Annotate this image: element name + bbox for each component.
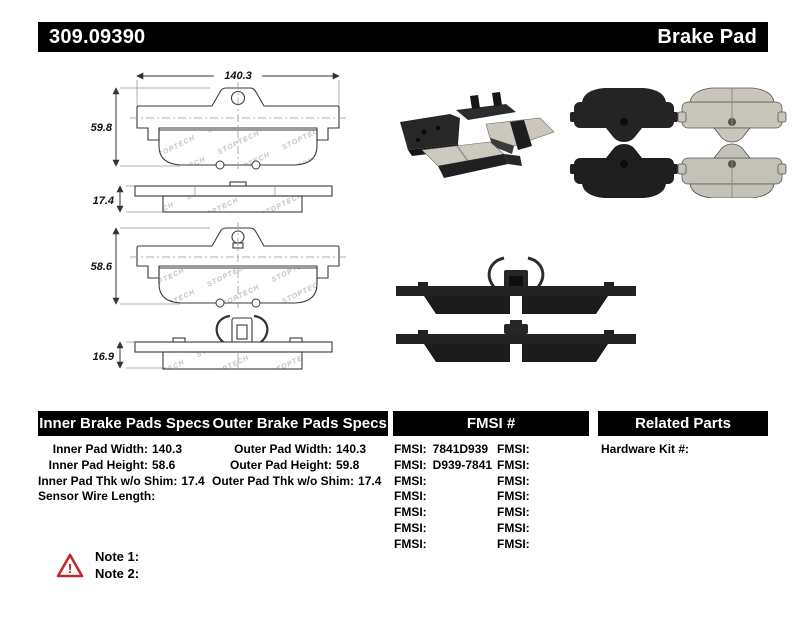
sensor-pin bbox=[470, 95, 480, 109]
dim-inner-height: 58.6 bbox=[90, 261, 112, 273]
fmsi-column-1 bbox=[394, 442, 494, 553]
spec-label: Inner Pad Thk w/o Shim: bbox=[38, 473, 178, 488]
inner-pad-side-drawing bbox=[40, 312, 385, 374]
side-friction bbox=[163, 196, 302, 212]
fmsi-row bbox=[394, 489, 494, 505]
warning-icon bbox=[56, 553, 84, 579]
spec-row bbox=[212, 458, 376, 474]
fmsi-row bbox=[497, 489, 587, 505]
part-number: 309.09390 bbox=[49, 25, 146, 48]
fmsi-row bbox=[497, 442, 587, 458]
dim-outer-width: 140.3 bbox=[224, 70, 252, 82]
dim-inner-thickness: 16.9 bbox=[92, 351, 114, 363]
backing-plate bbox=[396, 286, 636, 296]
fmsi-label: FMSI: bbox=[394, 457, 427, 472]
spec-row bbox=[38, 458, 192, 474]
outer-pad-front-drawing bbox=[40, 66, 385, 170]
related-parts-header-bar bbox=[598, 411, 768, 436]
fmsi-column-2 bbox=[497, 442, 587, 553]
fmsi-header-bar bbox=[393, 411, 589, 436]
fmsi-label: FMSI: bbox=[394, 473, 427, 488]
spec-label: Outer Pad Height: bbox=[229, 457, 332, 472]
inner-specs-column bbox=[38, 442, 205, 505]
note-row bbox=[95, 549, 145, 566]
related-parts-header: Related Parts bbox=[635, 415, 731, 432]
side-friction bbox=[163, 352, 302, 369]
fmsi-row bbox=[394, 521, 494, 537]
spec-row bbox=[38, 473, 205, 490]
inner-specs-header: Inner Brake Pads Specs bbox=[39, 415, 211, 432]
fmsi-row bbox=[497, 537, 587, 553]
fmsi-row bbox=[394, 458, 494, 474]
spec-value bbox=[159, 489, 192, 505]
fmsi-header: FMSI # bbox=[466, 415, 516, 432]
fmsi-label: FMSI: bbox=[394, 520, 427, 535]
dim-outer-thickness: 17.4 bbox=[92, 195, 114, 207]
wear-sensor-wire bbox=[217, 316, 230, 344]
photo-side-with-clip bbox=[388, 252, 644, 316]
related-label: Hardware Kit #: bbox=[601, 442, 690, 456]
spec-row bbox=[38, 442, 192, 458]
fmsi-row bbox=[497, 505, 587, 521]
header-bar bbox=[38, 22, 768, 52]
outer-specs-column bbox=[212, 442, 382, 489]
dim-outer-height: 59.8 bbox=[90, 122, 112, 134]
spec-value: 140.3 bbox=[152, 442, 183, 456]
fmsi-row bbox=[394, 442, 494, 458]
fmsi-label: FMSI: bbox=[497, 536, 530, 551]
wear-sensor-wire bbox=[254, 316, 267, 344]
note-label: Note 2: bbox=[95, 565, 140, 581]
inner-pad-front-drawing bbox=[40, 220, 385, 310]
photo-pads-set bbox=[562, 86, 788, 198]
side-backing-plate bbox=[135, 186, 332, 196]
spec-label: Outer Pad Width: bbox=[234, 442, 332, 456]
fmsi-label: FMSI: bbox=[497, 505, 530, 520]
fmsi-row bbox=[497, 458, 587, 474]
note-row bbox=[95, 566, 145, 583]
fmsi-label: FMSI: bbox=[394, 442, 427, 456]
spec-value: 140.3 bbox=[336, 442, 367, 456]
spec-label: Outer Pad Thk w/o Shim: bbox=[212, 473, 355, 488]
specs-header-bar bbox=[38, 411, 388, 436]
svg-text:!: ! bbox=[67, 561, 73, 576]
spec-row bbox=[38, 489, 192, 505]
fmsi-label: FMSI: bbox=[394, 505, 427, 520]
photo-side-plain bbox=[388, 316, 644, 374]
related-parts-column bbox=[601, 442, 767, 458]
fmsi-label: FMSI: bbox=[394, 536, 427, 551]
outer-pad-side-drawing bbox=[40, 176, 385, 216]
outer-specs-header: Outer Brake Pads Specs bbox=[212, 415, 387, 432]
fmsi-value: 7841D939 bbox=[432, 442, 489, 456]
fmsi-label: FMSI: bbox=[497, 457, 530, 472]
notes-block bbox=[95, 549, 145, 582]
fmsi-row bbox=[497, 474, 587, 490]
spec-value: 59.8 bbox=[336, 457, 360, 472]
spec-value: 58.6 bbox=[152, 457, 176, 472]
page-title: Brake Pad bbox=[657, 25, 757, 48]
spec-label: Sensor Wire Length: bbox=[38, 489, 156, 504]
fmsi-label: FMSI: bbox=[497, 520, 530, 535]
backing-plate bbox=[396, 334, 636, 344]
fmsi-row bbox=[394, 505, 494, 521]
fmsi-row bbox=[394, 537, 494, 553]
fmsi-label: FMSI: bbox=[497, 489, 530, 504]
spec-value: 17.4 bbox=[358, 473, 382, 488]
fmsi-label: FMSI: bbox=[497, 442, 530, 456]
sensor-pin bbox=[492, 92, 502, 106]
pad-back bbox=[570, 144, 678, 198]
fmsi-value: D939-7841 bbox=[432, 457, 493, 472]
fmsi-label: FMSI: bbox=[394, 489, 427, 504]
photo-pads-angled bbox=[394, 88, 562, 196]
fmsi-row bbox=[394, 474, 494, 490]
side-backing-plate bbox=[135, 342, 332, 352]
note-label: Note 1: bbox=[95, 549, 140, 564]
spec-label: Inner Pad Height: bbox=[48, 457, 148, 472]
pad-back bbox=[570, 88, 678, 142]
spec-value: 17.4 bbox=[181, 473, 205, 488]
spec-row bbox=[212, 473, 382, 490]
hardware-bracket bbox=[456, 104, 516, 120]
spec-row bbox=[212, 442, 376, 458]
fmsi-row bbox=[497, 521, 587, 537]
related-row bbox=[601, 442, 767, 458]
fmsi-label: FMSI: bbox=[497, 473, 530, 488]
spec-label: Inner Pad Width: bbox=[52, 442, 148, 456]
